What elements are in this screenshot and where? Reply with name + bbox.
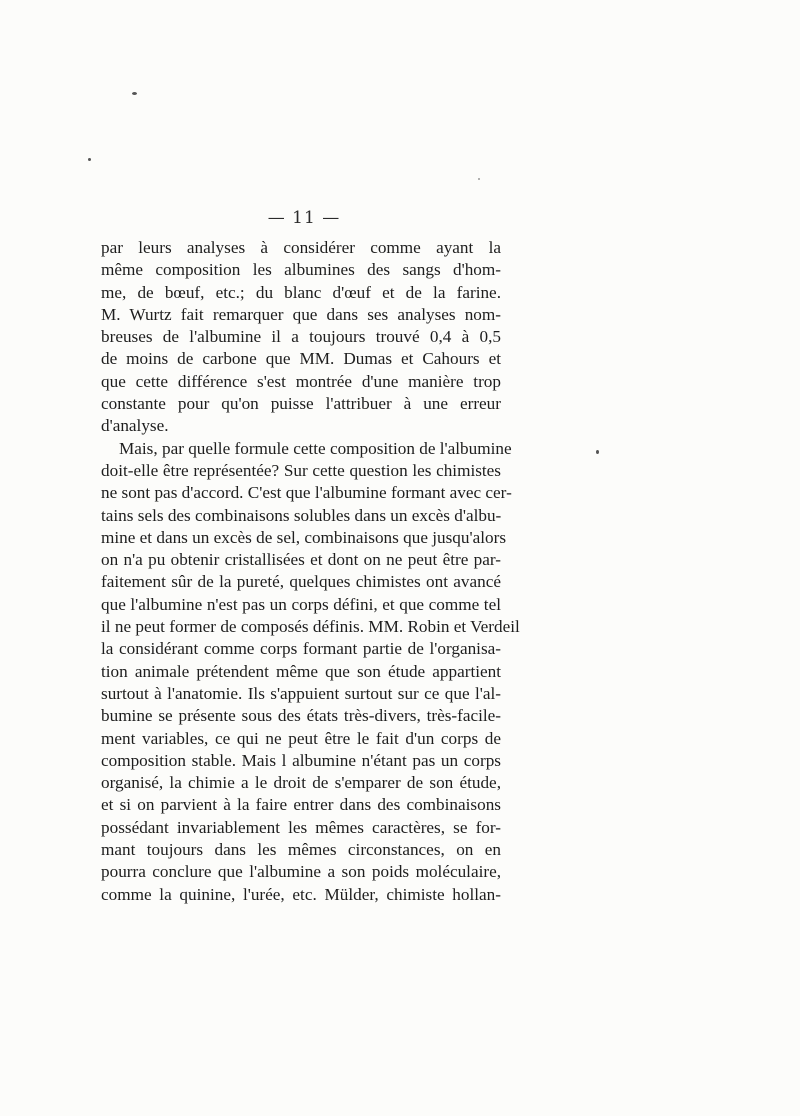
text-line: breuses de l'albumine il a toujours trouvé 0,4 à 0,5	[101, 327, 501, 347]
page-number: — 11 —	[267, 208, 341, 228]
text-line: comme la quinine, l'urée, etc. Mülder, chimiste hollan-	[101, 884, 501, 904]
text-line: organisé, la chimie a le droit de s'emparer de son étude,	[101, 773, 501, 793]
ink-speck	[88, 158, 91, 161]
text-line: d'analyse.	[101, 416, 169, 436]
text-line: tains sels des combinaisons solubles dans un excès d'albu-	[101, 505, 502, 525]
text-line: la considérant comme corps formant partie de l'organisa-	[101, 639, 501, 659]
text-line: Mais, par quelle formule cette composition de l'albumine	[119, 438, 512, 458]
text-line: tion animale prétendent même que son étude appartient	[101, 661, 501, 681]
text-line: me, de bœuf, etc.; du blanc d'œuf et de la farine.	[101, 282, 501, 302]
body-text	[101, 237, 520, 906]
text-line: il ne peut former de composés définis. MM. Robin et Verdeil	[101, 617, 520, 637]
ink-speck	[596, 450, 599, 454]
text-line: et si on parvient à la faire entrer dans des combinaisons	[101, 795, 501, 815]
text-line: mine et dans un excès de sel, combinaisons que jusqu'alors	[101, 527, 507, 547]
text-line: que cette différence s'est montrée d'une manière trop	[101, 371, 501, 391]
text-line: faitement sûr de la pureté, quelques chimistes ont avancé	[101, 572, 501, 592]
text-line: ne sont pas d'accord. C'est que l'albumine formant avec cer-	[101, 483, 512, 503]
text-line: on n'a pu obtenir cristallisées et dont on ne peut être par-	[101, 550, 501, 570]
text-line: constante pour qu'on puisse l'attribuer à une erreur	[101, 394, 501, 414]
text-line: doit-elle être représentée? Sur cette question les chimistes	[101, 460, 501, 480]
text-line: bumine se présente sous des états très-divers, très-facile-	[101, 706, 501, 726]
ink-speck	[132, 92, 137, 95]
text-line: que l'albumine n'est pas un corps défini, et que comme tel	[101, 594, 501, 614]
ink-speck	[478, 178, 480, 180]
text-line: surtout à l'anatomie. Ils s'appuient surtout sur ce que l'al-	[101, 683, 501, 703]
text-line: composition stable. Mais l albumine n'étant pas un corps	[101, 750, 501, 770]
text-line: ment variables, ce qui ne peut être le fait d'un corps de	[101, 728, 501, 748]
text-line: de moins de carbone que MM. Dumas et Cahours et	[101, 349, 501, 369]
text-line: mant toujours dans les mêmes circonstances, on en	[101, 840, 501, 860]
text-line: par leurs analyses à considérer comme ayant la	[101, 238, 501, 257]
text-line: possédant invariablement les mêmes caractères, se for-	[101, 817, 501, 837]
text-line: même composition les albumines des sangs d'hom-	[101, 260, 501, 280]
text-line: pourra conclure que l'albumine a son poids moléculaire,	[101, 862, 501, 882]
text-line: M. Wurtz fait remarquer que dans ses analyses nom-	[101, 304, 501, 324]
